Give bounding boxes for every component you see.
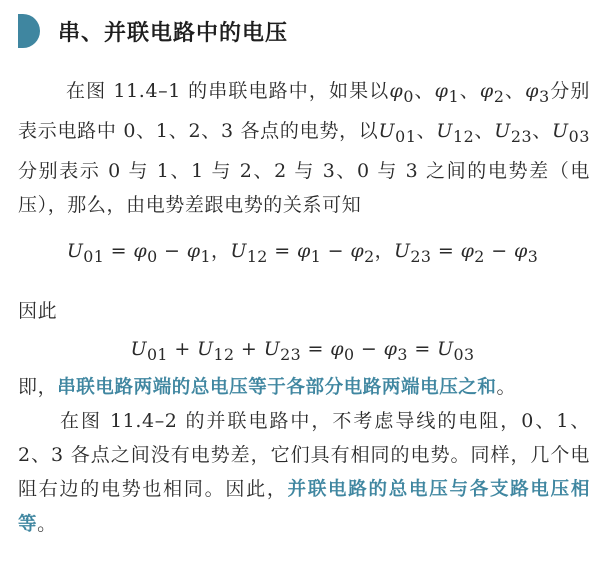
math-operator: ， — [211, 240, 231, 262]
separator: 、 — [459, 80, 480, 102]
math-subscript: 2 — [364, 246, 375, 266]
math-u: U — [494, 119, 511, 142]
math-u: U — [263, 338, 281, 360]
math-subscript: 01 — [395, 126, 417, 146]
math-operator: = — [104, 240, 134, 262]
math-operator: − — [157, 240, 187, 262]
math-phi: φ — [383, 338, 398, 360]
math-subscript: 2 — [493, 86, 505, 106]
math-subscript: 12 — [213, 344, 235, 364]
text-segment: 。 — [496, 376, 517, 398]
math-subscript: 3 — [397, 344, 408, 364]
math-subscript: 2 — [474, 246, 485, 266]
math-u: U — [197, 338, 214, 360]
highlight-parallel-law: 并联电路的总电压与各支路电压相等 — [18, 479, 590, 535]
math-subscript: 3 — [539, 86, 550, 106]
math-u: U — [378, 119, 396, 142]
therefore-text: 因此 — [18, 300, 58, 322]
math-subscript: 0 — [343, 344, 355, 364]
math-subscript: 23 — [410, 246, 432, 266]
math-subscript: 0 — [403, 86, 414, 106]
math-u: U — [130, 338, 147, 360]
math-phi: φ — [479, 80, 494, 102]
math-u: U — [66, 240, 84, 262]
math-subscript: 03 — [453, 344, 475, 364]
math-phi: φ — [389, 80, 404, 102]
text-segment: 分别表示 0 与 1、1 与 2、2 与 3、0 与 3 之间的电势差（电压），那么，由电势差跟电势的关系可知 — [18, 159, 590, 216]
math-subscript: 01 — [83, 246, 105, 266]
separator: 、 — [416, 119, 437, 142]
math-operator: + — [167, 338, 198, 360]
math-phi: φ — [513, 240, 528, 262]
text-segment: 即， — [18, 376, 58, 398]
math-operator: ， — [374, 240, 394, 262]
math-u: U — [437, 338, 454, 360]
math-subscript: 3 — [527, 246, 539, 266]
section-marker-icon — [18, 14, 40, 48]
math-phi: φ — [434, 80, 449, 102]
text-segment: 在图 11.4–1 的串联电路中，如果以 — [66, 80, 390, 102]
math-subscript: 01 — [146, 344, 168, 364]
math-u: U — [230, 240, 247, 262]
math-u: U — [436, 119, 453, 142]
math-operator: + — [234, 338, 264, 360]
separator: 、 — [474, 119, 495, 142]
math-subscript: 23 — [280, 344, 302, 364]
math-subscript: 03 — [568, 126, 590, 146]
text-segment: 分别表示电路中 0、1、2、3 各点的电势，以 — [18, 80, 590, 142]
math-phi: φ — [330, 338, 344, 360]
math-subscript: 23 — [510, 126, 533, 146]
math-subscript: 12 — [453, 126, 475, 146]
math-operator: = — [301, 338, 331, 360]
section-title: 串、并联电路中的电压 — [58, 20, 289, 46]
math-operator: = — [407, 338, 438, 360]
math-phi: φ — [525, 80, 540, 102]
math-operator: − — [321, 240, 351, 262]
math-u: U — [552, 119, 569, 142]
paragraph-parallel — [18, 404, 590, 542]
math-operator: − — [354, 338, 384, 360]
text-segment: 。 — [37, 513, 57, 535]
paragraph-series-definitions — [18, 74, 590, 222]
math-subscript: 1 — [200, 246, 211, 266]
separator: 、 — [532, 119, 553, 142]
math-phi: φ — [133, 240, 148, 262]
highlight-series-law: 串联电路两端的总电压等于各部分电路两端电压之和 — [57, 377, 497, 398]
math-subscript: 12 — [246, 246, 268, 266]
math-phi: φ — [296, 240, 311, 262]
separator: 、 — [504, 80, 526, 102]
formula-series-sum — [0, 332, 605, 372]
math-subscript: 1 — [310, 246, 322, 266]
math-subscript: 0 — [147, 246, 158, 266]
math-phi: φ — [186, 240, 201, 262]
separator: 、 — [413, 80, 435, 102]
text-segment: 在图 11.4–2 的并联电路中，不考虑导线的电阻，0、1、2、3 各点之间没有电势差，它们具有相同的电势。同样，几个电阻右边的电势也相同。因此， — [18, 410, 590, 500]
formula-voltage-potential — [0, 234, 605, 274]
math-phi: φ — [350, 240, 365, 262]
math-operator: = — [267, 240, 297, 262]
paragraph-series-conclusion — [18, 370, 590, 405]
math-subscript: 1 — [448, 86, 460, 106]
math-phi: φ — [460, 240, 475, 262]
math-operator: = — [431, 240, 461, 262]
section-header — [18, 12, 288, 50]
math-operator: − — [484, 240, 514, 262]
math-u: U — [394, 240, 411, 262]
